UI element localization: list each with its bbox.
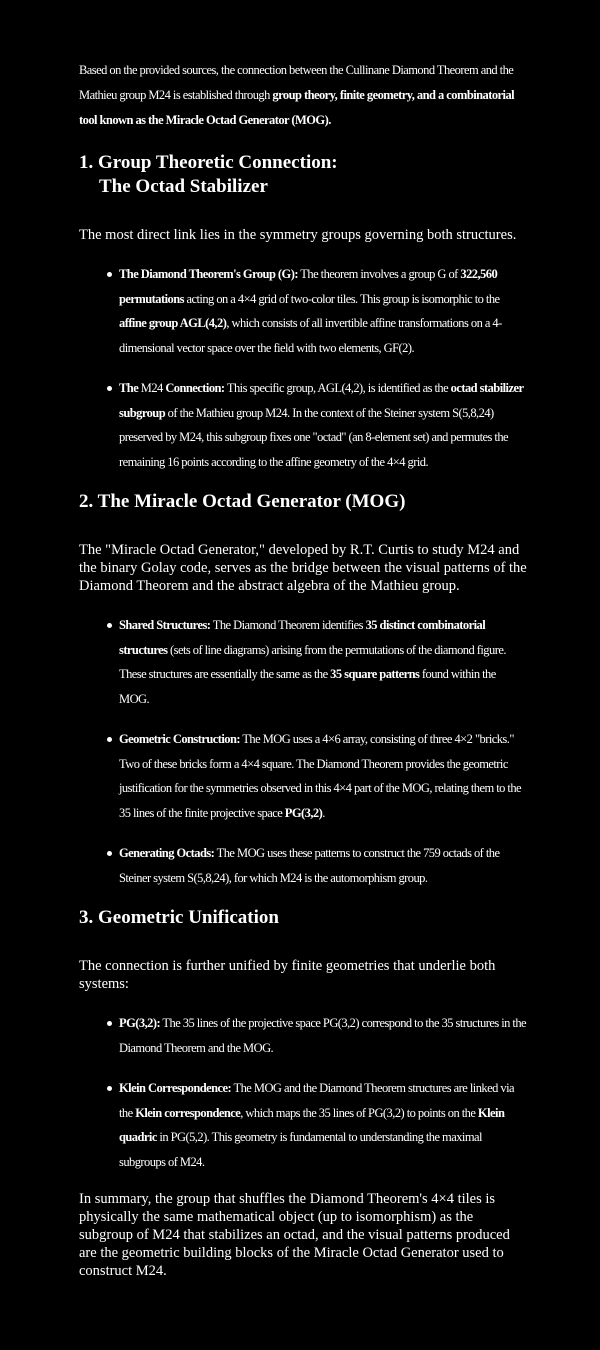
summary-paragraph: In summary, the group that shuffles the Diamond Theorem's 4×4 tiles is physically the same mathematical object (up to isomorphism) as the subgroup of M24 that stabilizes an octad, and the visual patterns produced are the geometric building blocks of the Miracle Octad Generator used to construct M24. [79,1191,510,1279]
section-3-list [79,1011,528,1174]
section-2-heading: 2. The Miracle Octad Generator (MOG) [79,491,406,512]
list-item: Klein Correspondence: The MOG and the Diamond Theorem structures are linked via the Klein correspondence, which maps the 35 lines of PG(3,2) to points on the Klein quadric in PG(5,2). This geometry is fundamental to understanding the maximal subgroups of M24. [119,1076,528,1174]
section-2-paragraph: The "Miracle Octad Generator," developed by R.T. Curtis to study M24 and the binary Golay code, serves as the bridge between the visual patterns of the Diamond Theorem and the abstract algebra of the Mathieu group. [79,542,527,594]
intro-key-phrase: group theory, finite geometry, and a combinatorial tool known as the Miracle Octad Generator (MOG). [79,88,515,127]
list-item: The Diamond Theorem's Group (G): The theorem involves a group G of 322,560 permutations acting on a 4×4 grid of two-color tiles. This group is isomorphic to the affine group AGL(4,2), which consists of all invertible affine transformations on a 4-dimensional vector space over the field with two elements, GF(2). [119,262,528,360]
section-1-list [79,262,528,474]
list-item: Shared Structures: The Diamond Theorem identifies 35 distinct combinatorial structures (sets of line diagrams) arising from the permutations of the diamond figure. These structures are essentially the same as the 35 square patterns found within the MOG. [119,613,528,711]
section-1-heading: 1. Group Theoretic Connection: The Octad Stabilizer [79,152,338,197]
section-3-heading: 3. Geometric Unification [79,907,279,928]
section-1-paragraph: The most direct link lies in the symmetry groups governing both structures. [79,227,517,243]
list-item: Geometric Construction: The MOG uses a 4×6 array, consisting of three 4×2 "bricks." Two of these bricks form a 4×4 square. The Diamond Theorem provides the geometric justification for the symmetries observed in this 4×4 part of the MOG, relating them to the 35 lines of the finite projective space PG(3,2). [119,727,528,825]
list-item: Generating Octads: The MOG uses these patterns to construct the 759 octads of the Steiner system S(5,8,24), for which M24 is the automorphism group. [119,841,528,890]
list-item: The M24 Connection: This specific group, AGL(4,2), is identified as the octad stabilizer subgroup of the Mathieu group M24. In the context of the Steiner system S(5,8,24) preserved by M24, this subgroup fixes one "octad" (an 8-element set) and permutes the remaining 16 points according to the affine geometry of the 4×4 grid. [119,376,528,474]
intro-paragraph: Based on the provided sources, the connection between the Cullinane Diamond Theorem and the Mathieu group M24 is established through group theory, finite geometry, and a combinatorial tool known as the Miracle Octad Generator (MOG). [79,63,515,127]
section-3-paragraph: The connection is further unified by finite geometries that underlie both systems: [79,958,496,992]
list-item: PG(3,2): The 35 lines of the projective space PG(3,2) correspond to the 35 structures in the Diamond Theorem and the MOG. [119,1011,528,1060]
section-2-list [79,613,528,890]
